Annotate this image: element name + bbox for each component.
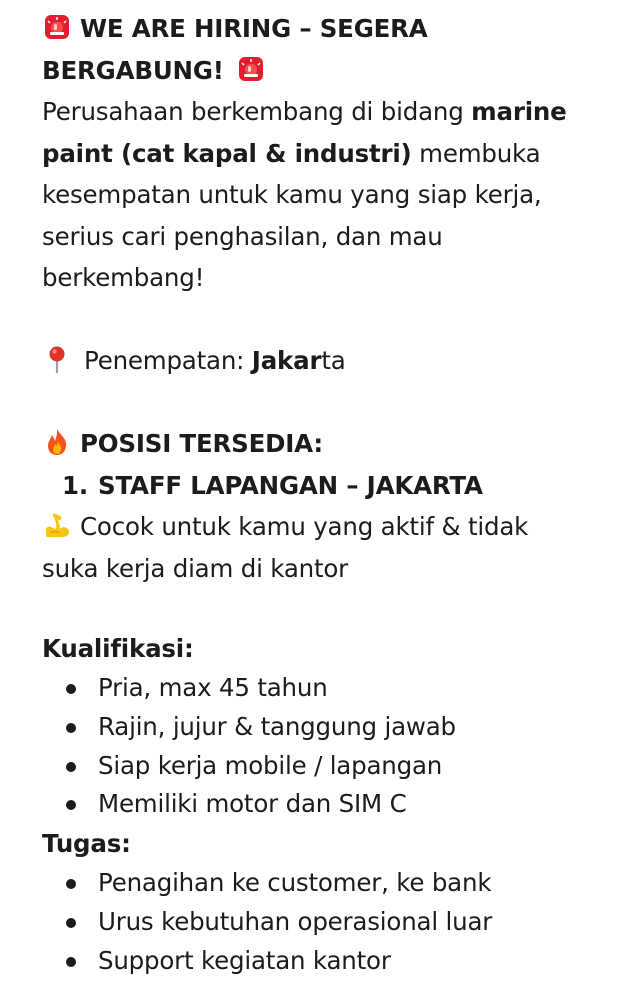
- position-item: [42, 465, 614, 507]
- positions-heading-text: POSISI TERSEDIA:: [80, 429, 323, 458]
- duties-heading: Tugas:: [42, 829, 131, 859]
- positions-heading: [42, 423, 614, 465]
- list-item-text: Pria, max 45 tahun: [98, 673, 328, 702]
- list-item: [42, 669, 614, 708]
- list-item-text: Siap kerja mobile / lapangan: [98, 750, 443, 780]
- siren-icon: [42, 12, 72, 42]
- list-item-text: Penagihan ke customer, ke bank: [98, 868, 492, 898]
- qualifications-heading: Kualifikasi:: [42, 634, 194, 663]
- list-item-text: Urus kebutuhan operasional luar: [98, 906, 493, 936]
- bullet-dot: [66, 800, 76, 810]
- list-item: [42, 942, 614, 981]
- list-item: [42, 864, 614, 903]
- placement-line: [42, 340, 614, 382]
- bullet-dot: [66, 684, 76, 694]
- bullet-dot: [66, 723, 76, 733]
- bullet-dot: [66, 918, 76, 928]
- bullet-dot: [66, 762, 76, 772]
- qualifications-list: [42, 669, 614, 824]
- position-title: STAFF LAPANGAN – JAKARTA: [98, 470, 483, 500]
- intro-line-3: kesempatan untuk kamu yang siap kerja,: [42, 180, 542, 209]
- list-item: [42, 785, 614, 824]
- list-item: [42, 708, 614, 747]
- list-item-text: Support kegiatan kantor: [98, 945, 391, 975]
- title-line-1: [42, 8, 614, 50]
- list-item: [42, 903, 614, 942]
- list-item: [42, 747, 614, 786]
- spacer: [42, 589, 614, 629]
- intro-line-1: [42, 91, 614, 133]
- intro-text: Perusahaan berkembang di bidang: [42, 97, 472, 126]
- placement-rest: ta: [321, 346, 346, 375]
- intro-bold-marine: marine: [471, 97, 567, 126]
- pin-icon: [42, 344, 72, 374]
- bullet-dot: [66, 957, 76, 967]
- biceps-icon: [42, 510, 72, 540]
- intro-text: membuka: [411, 138, 541, 168]
- fit-line-2: suka kerja diam di kantor: [42, 553, 349, 583]
- intro-bold-paint: paint (cat kapal & industri): [42, 138, 412, 168]
- fit-line-1: [42, 506, 614, 548]
- fire-icon: [42, 427, 72, 457]
- intro-line-4: serius cari penghasilan, dan mau: [42, 221, 443, 251]
- placement-label: Penempatan:: [84, 346, 252, 375]
- placement-bold: Jakar: [251, 346, 322, 375]
- spacer: [42, 299, 614, 341]
- title-text-1: WE ARE HIRING – SEGERA: [80, 14, 428, 43]
- list-item-text: Rajin, jujur & tanggung jawab: [98, 711, 456, 741]
- title-line-2: [42, 50, 614, 92]
- intro-line-2: [42, 133, 614, 175]
- list-item-text: Memiliki motor dan SIM C: [98, 789, 407, 819]
- title-text-2: BERGABUNG!: [42, 55, 224, 85]
- position-number: 1.: [62, 470, 88, 500]
- spacer: [42, 382, 614, 424]
- duties-list: [42, 864, 614, 980]
- siren-icon: [236, 54, 266, 84]
- bullet-dot: [66, 879, 76, 889]
- intro-line-5: berkembang!: [42, 263, 205, 292]
- fit-text-1: Cocok untuk kamu yang aktif & tidak: [80, 512, 529, 541]
